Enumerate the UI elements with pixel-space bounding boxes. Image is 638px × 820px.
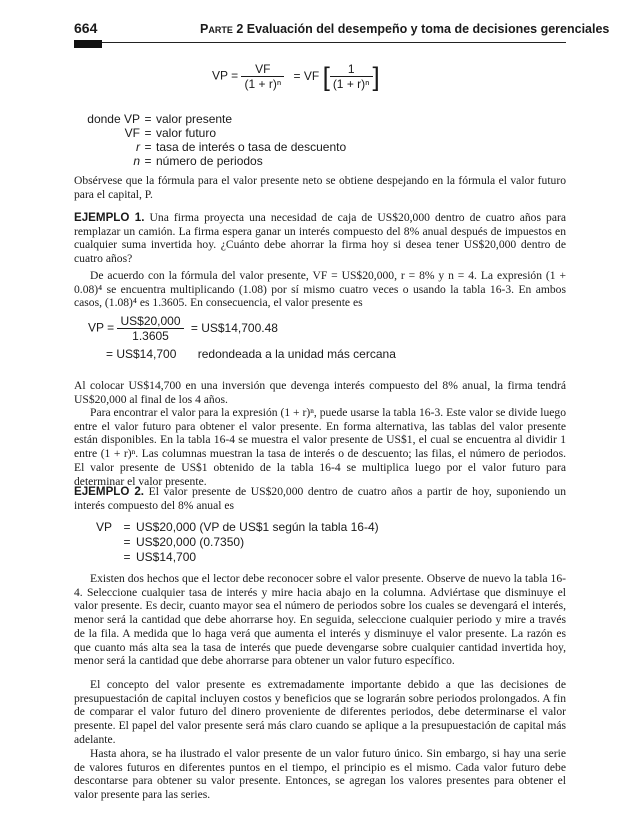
definition-text: valor futuro — [156, 126, 217, 140]
calc-rounded-note: redondeada a la unidad más cercana — [197, 347, 396, 361]
example-1 — [74, 211, 566, 266]
definition-equals: = — [144, 154, 152, 168]
definition-row — [74, 126, 494, 140]
calc-denominator: 1.3605 — [132, 329, 169, 343]
definition-label: r — [136, 140, 140, 154]
calc-fraction — [117, 314, 183, 343]
definition-row — [74, 154, 494, 168]
paragraph-al-colocar: Al colocar US$14,700 en una inversión que devenga interés compuesto del 8% anual, la firma tendrá US$20,000 al final de los 4 años. — [74, 379, 566, 406]
definition-text: valor presente — [156, 112, 233, 126]
paragraph-para-encontrar: Para encontrar el valor para la expresión (1 + r)ⁿ, puede usarse la tabla 16-3. Este valor se divide luego entre el valor futuro para obtener el valor presente. En forma alternativa, las tablas del valor presente están disponibles. En la tabla 16-4 se muestra el valor presente de US$1, el cual se encuentra al dividir 1 entre (1 + r)ⁿ. Las columnas muestran la tasa de interés o de descuento; las filas, el número de periodos. El valor presente de US$1 obtenido de la tabla 16-4 se multiplica luego por el valor futuro para determinar el valor presente. — [74, 406, 566, 488]
calc-line-rhs: US$14,700 — [136, 550, 197, 564]
header-rule — [74, 42, 566, 43]
running-head — [200, 22, 609, 36]
fraction2-denominator: (1 + r)ⁿ — [332, 77, 370, 91]
definition-row — [74, 112, 494, 126]
example-2-calculation — [96, 520, 379, 565]
calc-line — [96, 520, 379, 535]
paragraph-hasta: Hasta ahora, se ha ilustrado el valor presente de un valor futuro único. Sin embargo, si hay una serie de valores futuros en diferentes puntos en el tiempo, el principio es el mismo. Cada valor futuro debe descontarse para obtener su valor presente. Entonces, se agregan los valores presentes para obtener el valor presente para las series. — [74, 747, 566, 802]
calc-line — [96, 535, 379, 550]
chapter-title: 2 Evaluación del desempeño y toma de decisiones gerenciales — [232, 22, 610, 36]
calc-rounded-value: = US$14,700 — [106, 347, 177, 361]
definition-text: número de periodos — [156, 154, 263, 168]
definition-label: donde VP — [87, 112, 140, 126]
definition-label: n — [133, 154, 140, 168]
definitions-list — [74, 112, 494, 168]
paragraph-concepto: El concepto del valor presente es extremadamente importante debido a que las decisiones de presupuestación de capital incluyen costos y beneficios que se lograrán sobre periodos prolongados. A fin de comparar el valor futuro del dinero proveniente de diferentes periodos, debe determinarse el valor presente. El papel del valor presente será más claro cuando se aplique a la presupuestación de capital más adelante. — [74, 678, 566, 746]
formula-fraction — [241, 62, 284, 91]
definition-label: VF — [124, 126, 140, 140]
right-bracket: ] — [372, 61, 380, 92]
definition-equals: = — [144, 126, 152, 140]
present-value-formula — [212, 62, 380, 91]
example-2-label: EJEMPLO 2. — [74, 485, 145, 498]
calc-line-eq: = — [123, 535, 131, 549]
left-bracket: [ — [322, 61, 330, 92]
example-1-calculation — [88, 314, 278, 343]
example-2-text: El valor presente de US$20,000 dentro de cuatro años a partir de hoy, suponiendo un interés compuesto del 8% anual es — [74, 485, 566, 512]
example-1-label: EJEMPLO 1. — [74, 211, 145, 224]
calc-numerator: US$20,000 — [117, 314, 183, 329]
calc-line-rhs: US$20,000 (VP de US$1 según la tabla 16-4) — [136, 520, 379, 534]
fraction-numerator: VF — [241, 62, 284, 77]
definition-equals: = — [144, 140, 152, 154]
formula-fraction-2 — [330, 62, 373, 91]
calc-result: = US$14,700.48 — [190, 320, 278, 335]
header-block — [74, 40, 102, 48]
part-label: Parte — [200, 22, 233, 36]
calc-line-rhs: US$20,000 (0.7350) — [136, 535, 245, 549]
calc-line-lhs — [96, 550, 118, 565]
calc-line-lhs: VP — [96, 520, 113, 534]
formula-lhs: VP = — [212, 68, 239, 83]
calc-rounded-line — [106, 347, 396, 361]
calc-lhs: VP = — [88, 320, 115, 335]
calc-line-eq: = — [123, 520, 131, 534]
calc-line-eq: = — [123, 550, 131, 564]
definition-text: tasa de interés o tasa de descuento — [156, 140, 347, 154]
formula-equals-vf: = VF — [293, 68, 320, 83]
definition-equals: = — [144, 112, 152, 126]
definition-row — [74, 140, 494, 154]
page-number: 664 — [74, 20, 98, 36]
paragraph-observe: Obsérvese que la fórmula para el valor presente neto se obtiene despejando en la fórmula el valor futuro para el capital, P. — [74, 174, 566, 201]
calc-line-lhs — [96, 535, 118, 550]
fraction-denominator: (1 + r)ⁿ — [244, 77, 282, 91]
calc-line — [96, 550, 379, 565]
paragraph-existen: Existen dos hechos que el lector debe reconocer sobre el valor presente. Observe de nuevo la tabla 16-4. Seleccione cualquier tasa de interés y mire hacia abajo en la columna. Adviértase que disminuye el valor presente. Es decir, cuanto mayor sea el número de periodos sobre los cuales se devengará el interés, menor será la cantidad que debe ahorrarse hoy. En seguida, seleccione cualquier periodo y mire a través de la fila. A medida que lo haga verá que aumenta el interés y disminuye el valor presente. La razón es que cuanto más alta sea la tasa de interés que puede devengarse sobre cualquier cantidad invertida hoy, menor será la cantidad que debe ahorrarse para obtener un valor futuro específico. — [74, 572, 566, 668]
example-1-paragraph-2: De acuerdo con la fórmula del valor presente, VF = US$20,000, r = 8% y n = 4. La expresión (1 + 0.08)⁴ se encuentra multiplicando (1.08) por sí mismo cuatro veces o usando la tabla 16-3. En ambos casos, (1.08)⁴ es 1.3605. En consecuencia, el valor presente es — [74, 269, 566, 310]
example-2 — [74, 485, 566, 512]
fraction2-numerator: 1 — [330, 62, 373, 77]
example-1-text: Una firma proyecta una necesidad de caja de US$20,000 dentro de cuatro años para remplazar un camión. La firma espera ganar un interés compuesto del 8% anual después de impuestos en cualquier suma invertida hoy. ¿Cuánto debe ahorrar la firma hoy si desea tener US$20,000 dentro de cuatro años? — [74, 211, 566, 266]
